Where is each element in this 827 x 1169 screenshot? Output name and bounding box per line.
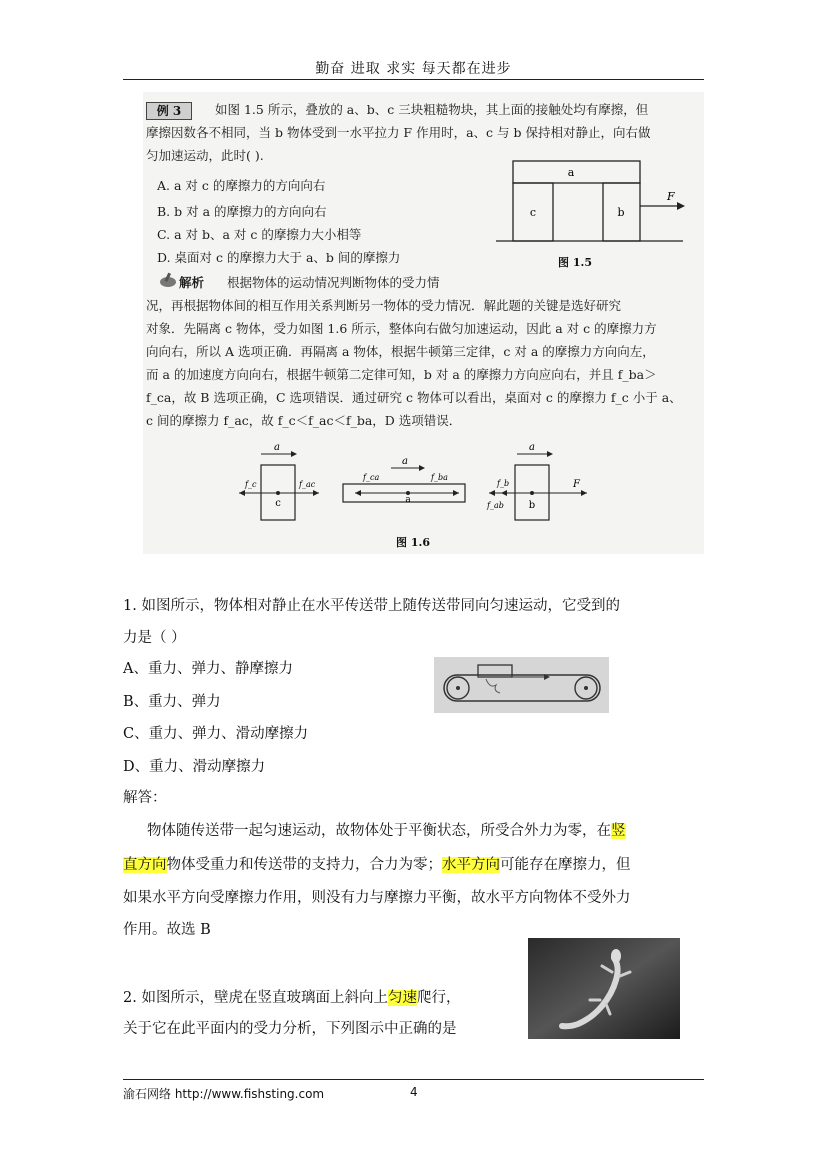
q1-answer-line-2 (123, 849, 631, 881)
example-line-3: 匀加速运动，此时( ). (146, 148, 264, 163)
fig15-label-a: a (567, 166, 575, 179)
q2-line-1-text: 2. 如图所示，壁虎在竖直玻璃面上斜向上 (123, 990, 388, 1006)
q1-option-b: B、重力、弹力 (123, 694, 221, 710)
figure-1-5 (493, 156, 698, 266)
fbd-c-accel-label: a (274, 442, 280, 453)
fbd-c-left-force: f_c (245, 480, 257, 489)
fig15-label-b: b (617, 206, 625, 219)
fbd-a-right-force: f_ba (431, 473, 448, 482)
example-option-b: B. b 对 a 的摩擦力的方向向右 (157, 204, 327, 219)
example-line-2: 摩擦因数各不相同，当 b 物体受到一水平拉力 F 作用时，a、c 与 b 保持相对静止，向右做 (146, 125, 651, 140)
q1-option-c: C、重力、弹力、滑动摩擦力 (123, 726, 309, 742)
header-rule (123, 79, 704, 80)
fbd-b-accel-label: a (529, 442, 535, 453)
q1-stem-line-1: 1. 如图所示，物体相对静止在水平传送带上随传送带同向匀速运动，它受到的 (123, 598, 620, 614)
q1-answer-line-3: 如果水平方向受摩擦力作用，则没有力与摩擦力平衡，故水平方向物体不受外力 (123, 890, 631, 906)
page-number: 4 (410, 1085, 418, 1099)
q2-line-1 (123, 982, 460, 1014)
footer-left: 渝石网络 http://www.fishsting.com (123, 1087, 325, 1101)
q1-answer-p2-highlight: 直方向 (123, 857, 167, 873)
analysis-line-7: c 间的摩擦力 f_ac，故 f_c＜f_ac＜f_ba，D 选项错误． (146, 413, 462, 428)
example-option-a: A. a 对 c 的摩擦力的方向向右 (157, 178, 326, 193)
example-label: 例 3 (146, 102, 192, 120)
fbd-c (239, 442, 319, 520)
q1-stem-line-2: 力是（ ） (123, 630, 186, 646)
analysis-icon (159, 272, 177, 288)
force-arrowhead (677, 202, 685, 210)
page-header: 勤奋 进取 求实 每天都在进步 (315, 61, 512, 77)
fig15-label-c: c (529, 206, 537, 219)
figure-1-5-caption: 图 1.5 (558, 256, 592, 269)
fbd-b-right-force: F (573, 479, 580, 490)
fbd-a-accel-label: a (402, 456, 408, 467)
analysis-label: 解析 (179, 275, 205, 290)
fbd-b-left-force-2: f_ab (487, 501, 504, 510)
fbd-b-left-force: f_b (497, 479, 510, 488)
fbd-c-right-force: f_ac (299, 480, 316, 489)
fbd-b-name: b (528, 500, 536, 511)
fbd-a-left-force: f_ca (363, 473, 380, 482)
q2-line-2: 关于它在此平面内的受力分析，下列图示中正确的是 (123, 1021, 457, 1037)
footer-rule (123, 1079, 704, 1080)
example-option-d: D. 桌面对 c 的摩擦力大于 a、b 间的摩擦力 (157, 250, 401, 265)
analysis-line-2: 况，再根据物体间的相互作用关系判断另一物体的受力情况．解此题的关键是选好研究 (146, 298, 622, 313)
q1-option-d: D、重力、滑动摩擦力 (123, 759, 266, 775)
analysis-line-3: 对象．先隔离 c 物体，受力如图 1.6 所示，整体向右做匀加速运动，因此 a 对 c 的摩擦力方 (146, 321, 657, 336)
figure-1-6-caption: 图 1.6 (396, 536, 430, 549)
analysis-line-6: f_ca，故 B 选项正确，C 选项错误．通过研究 c 物体可以看出，桌面对 c 的摩擦力 f_c 小于 a、 (146, 390, 682, 405)
q1-answer-line-1 (147, 815, 626, 847)
q1-answer-label: 解答： (123, 790, 167, 806)
example-scan (143, 92, 704, 554)
q2-line-1-text-2: 爬行， (416, 990, 461, 1006)
conveyor-belt-image (434, 657, 609, 713)
example-option-c: C. a 对 b、a 对 c 的摩擦力大小相等 (157, 227, 362, 242)
analysis-line-1: 根据物体的运动情况判断物体的受力情 (227, 275, 440, 290)
q1-option-a: A、重力、弹力、静摩擦力 (123, 661, 293, 677)
fbd-b (486, 442, 587, 520)
q1-answer-p2-text-2: 可能存在摩擦力，但 (500, 857, 631, 873)
q2-line-1-highlight: 匀速 (387, 990, 417, 1006)
example-line-1: 如图 1.5 所示，叠放的 a、b、c 三块粗糙物块，其上面的接触处均有摩擦，但 (215, 102, 649, 117)
q1-answer-p1-text: 物体随传送带一起匀速运动，故物体处于平衡状态，所受合外力为零，在 (147, 823, 611, 839)
block-a (513, 161, 640, 183)
analysis-line-5: 而 a 的加速度方向向右，根据牛顿第二定律可知，b 对 a 的摩擦力方向应向右，并且 f_ba＞ (146, 367, 657, 382)
fbd-a-name: a (405, 495, 411, 505)
gecko-photo (528, 938, 680, 1039)
fig15-label-F: F (667, 190, 675, 203)
figure-1-6 (233, 440, 613, 530)
q1-answer-line-4: 作用。故选 B (123, 922, 211, 938)
fbd-c-name: c (275, 498, 281, 509)
q1-answer-p2-highlight-2: 水平方向 (442, 857, 500, 873)
q1-answer-p2-text: 物体受重力和传送带的支持力，合力为零； (166, 857, 442, 873)
analysis-line-4: 向向右，所以 A 选项正确．再隔离 a 物体，根据牛顿第三定律，c 对 a 的摩擦力方向向左， (146, 344, 655, 359)
q1-answer-p1-highlight: 竖 (611, 823, 626, 839)
fbd-a (343, 456, 465, 505)
